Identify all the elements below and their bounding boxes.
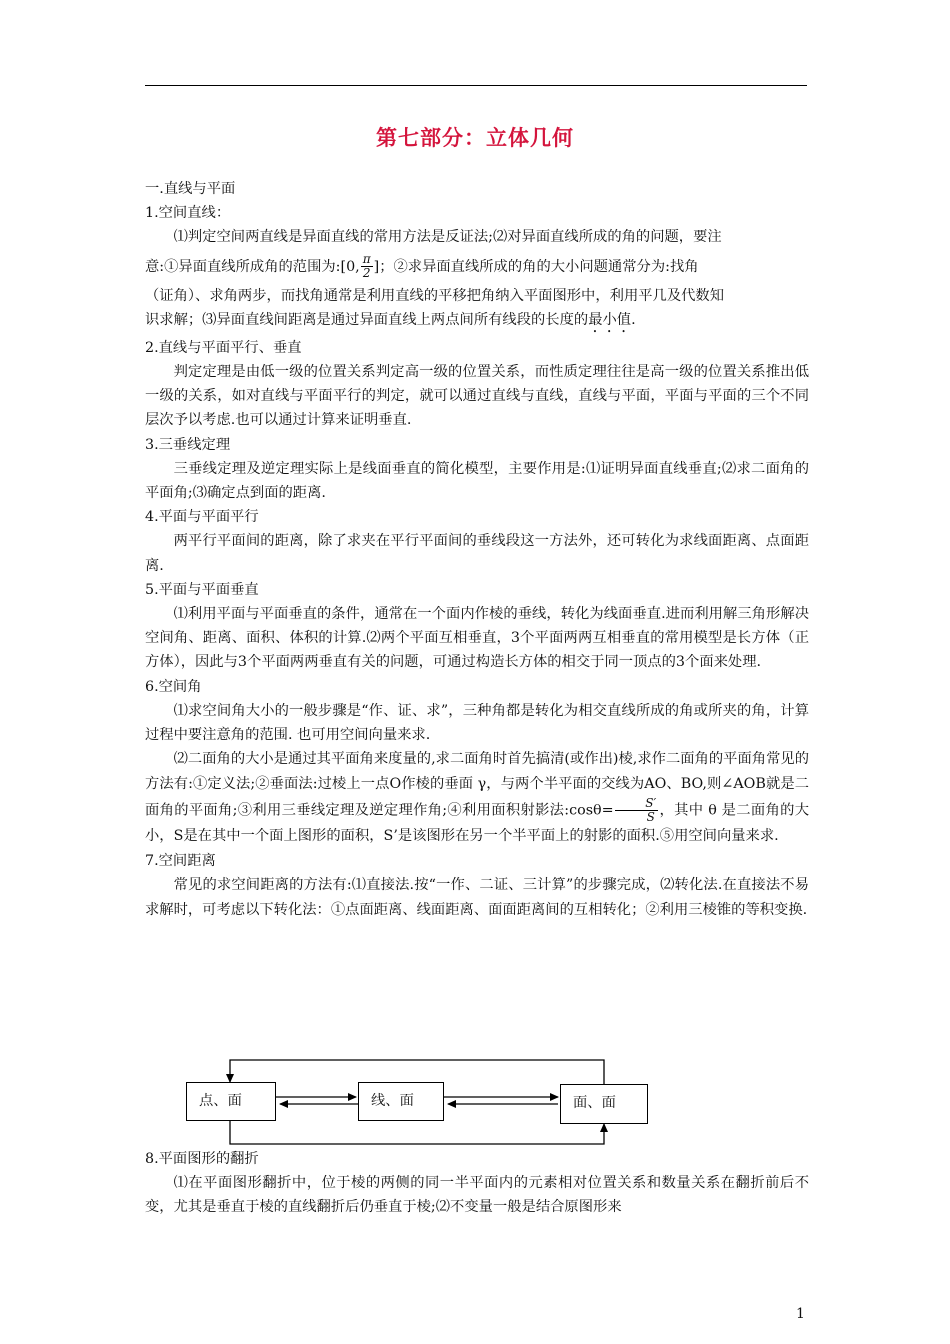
subheading-7: 7.空间距离 bbox=[145, 853, 216, 870]
subheading-6: 6.空间角 bbox=[145, 678, 202, 695]
box-line-plane: 线、面 bbox=[358, 1082, 444, 1121]
subheading-1: 1.空间直线： bbox=[145, 205, 231, 222]
box-point-plane: 点、面 bbox=[186, 1082, 276, 1121]
page-title: 第七部分：立体几何 bbox=[376, 126, 574, 150]
paragraph-1a: ⑴判定空间两直线是异面直线的常用方法是反证法;⑵对异面直线所成的角的问题，要注 bbox=[173, 229, 722, 246]
paragraph-4: 两平行平面间的距离，除了求夹在平行平面间的垂线段这一方法外，还可转化为求线面距离、点面距离. bbox=[145, 533, 809, 574]
document-body bbox=[145, 177, 809, 922]
paragraph-8: ⑴在平面图形翻折中，位于棱的两侧的同一半平面内的元素相对位置关系和数量关系在翻折前后不变，尤其是垂直于棱的直线翻折后仍垂直于棱;⑵不变量一般是结合原图形来 bbox=[145, 1175, 809, 1216]
subheading-3: 3.三垂线定理 bbox=[145, 436, 231, 453]
paragraph-3: 三垂线定理及逆定理实际上是线面垂直的简化模型，主要作用是:⑴证明异面直线垂直;⑵求二面角的平面角;⑶确定点到面的距离. bbox=[145, 460, 809, 502]
emphasis-min-value: 最小值 bbox=[588, 311, 632, 328]
document-body-continued bbox=[145, 1147, 809, 1220]
subheading-4: 4.平面与平面平行 bbox=[145, 509, 259, 526]
paragraph-6a: ⑴求空间角大小的一般步骤是“作、证、求”，三种角都是转化为相交直线所成的角或所夹的角，计算过程中要注意角的范围. 也可用空间向量来求. bbox=[145, 702, 809, 744]
paragraph-7: 常见的求空间距离的方法有:⑴直接法.按“一作、二证、三计算”的步骤完成，⑵转化法.在直接法不易求解时，可考虑以下转化法：①点面距离、线面距离、面面距离间的互相转化；②利用三棱锥的等积变换. bbox=[145, 877, 809, 918]
box-plane-plane: 面、面 bbox=[560, 1084, 648, 1124]
cos-fraction: $\frac{S'}{S}$ bbox=[615, 797, 659, 824]
paragraph-1b: 意:①异面直线所成角的范围为:[0, $\frac{\pi}{2}$ ]；②求异面直线所成的角的大小问题通常分为:找角 bbox=[145, 252, 699, 281]
section-heading: 一.直线与平面 bbox=[145, 181, 236, 197]
subheading-8: 8.平面图形的翻折 bbox=[145, 1151, 259, 1167]
paragraph-5: ⑴利用平面与平面垂直的条件，通常在一个面内作棱的垂线，转化为线面垂直.进而利用解三角形解决空间角、距离、面积、体积的计算.⑵两个平面互相垂直，3个平面两两互相垂直的常用模型是长方体（正方体），因此与3个平面两两垂直有关的问题，可通过构造长方体的相交于同一顶点的3个面来处理. bbox=[145, 606, 809, 671]
page-number: 1 bbox=[796, 1306, 805, 1322]
header-rule bbox=[145, 85, 807, 86]
subheading-2: 2.直线与平面平行、垂直 bbox=[145, 339, 302, 356]
paragraph-1c: （证角）、求角两步，而找角通常是利用直线的平移把角纳入平面图形中，利用平几及代数知 bbox=[145, 287, 725, 304]
paragraph-2: 判定定理是由低一级的位置关系判定高一级的位置关系，而性质定理往往是高一级的位置关系推出低一级的关系，如对直线与平面平行的判定，就可以通过直线与直线，直线与平面，平面与平面的三个不同层次予以考虑.也可以通过计算来证明垂直. bbox=[145, 364, 809, 429]
paragraph-6b: ⑵二面角的大小是通过其平面角来度量的,求二面角时首先搞清(或作出)棱,求作二面角的平面角常见的方法有:①定义法;②垂面法:过棱上一点O作棱的垂面 γ，与两个半平面的交线为AO、BO,则∠AOB就是二面角的平面角;③利用三垂线定理及逆定理作角;④利用面积射影法:cosθ= $\frac{S'}{S}$ ，其中 θ 是二面角的大小，S是在其中一个面上图形的面积，S’是该图形在另一个半平面上的射影的面积.⑤用空间向量来求. bbox=[145, 751, 809, 845]
pi-over-2-fraction: $\frac{\pi}{2}$ bbox=[362, 252, 371, 281]
subheading-5: 5.平面与平面垂直 bbox=[145, 581, 259, 598]
paragraph-1d: 识求解；⑶异面直线间距离是通过异面直线上两点间所有线段的长度的最小值. bbox=[145, 311, 636, 328]
distance-conversion-diagram bbox=[180, 1055, 660, 1151]
